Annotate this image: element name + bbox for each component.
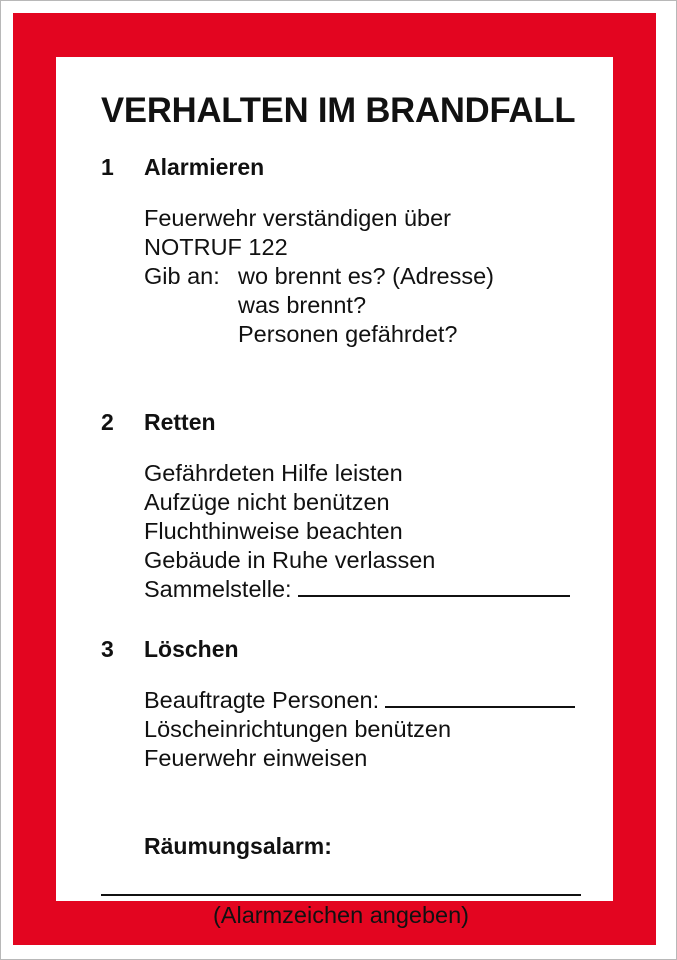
responsible-persons-label: Beauftragte Personen: bbox=[144, 687, 380, 713]
section-1-detail-item-3: Personen gefährdet? bbox=[238, 321, 458, 347]
poster-content bbox=[101, 93, 591, 930]
section-2-line-4: Gebäude in Ruhe verlassen bbox=[144, 547, 436, 573]
section-1-detail-items bbox=[238, 262, 494, 349]
section-2-line-3: Fluchthinweise beachten bbox=[144, 518, 403, 544]
section-1-body bbox=[144, 204, 591, 349]
section-raeumungsalarm bbox=[101, 831, 591, 930]
section-2-title: Retten bbox=[144, 409, 216, 435]
section-1-detail-row bbox=[144, 262, 591, 349]
spacer bbox=[101, 604, 591, 634]
section-3-line-1: Löscheinrichtungen benützen bbox=[144, 716, 452, 742]
section-retten bbox=[101, 407, 591, 604]
section-2-header bbox=[101, 407, 591, 437]
section-3-title: Löschen bbox=[144, 636, 239, 662]
section-2-line-2: Aufzüge nicht benützen bbox=[144, 489, 390, 515]
white-content-panel bbox=[56, 57, 613, 928]
evacuation-alarm-heading: Räumungsalarm: bbox=[144, 833, 332, 859]
spacer bbox=[101, 349, 591, 407]
section-1-line-2: NOTRUF 122 bbox=[144, 234, 288, 260]
section-1-detail-label: Gib an: bbox=[144, 263, 220, 289]
spacer bbox=[101, 182, 591, 204]
section-3-number: 3 bbox=[101, 636, 114, 662]
responsible-persons-input[interactable] bbox=[385, 689, 575, 708]
assembly-point-label: Sammelstelle: bbox=[144, 576, 292, 602]
section-1-detail-item-2: was brennt? bbox=[238, 292, 367, 318]
spacer bbox=[101, 437, 591, 459]
assembly-point-input[interactable] bbox=[298, 578, 570, 597]
assembly-point-row bbox=[144, 575, 591, 604]
responsible-persons-row bbox=[144, 686, 591, 715]
page-title: VERHALTEN IM BRANDFALL bbox=[101, 91, 576, 130]
section-1-header bbox=[101, 152, 591, 182]
section-1-detail-item-1: wo brennt es? (Adresse) bbox=[238, 263, 495, 289]
spacer bbox=[101, 773, 591, 831]
spacer bbox=[101, 664, 591, 686]
section-2-number: 2 bbox=[101, 409, 114, 435]
section-3-header bbox=[101, 634, 591, 664]
evacuation-alarm-caption: (Alarmzeichen angeben) bbox=[212, 902, 470, 928]
section-3-body bbox=[144, 686, 591, 773]
section-2-line-1: Gefährdeten Hilfe leisten bbox=[144, 460, 403, 486]
section-loeschen bbox=[101, 634, 591, 773]
section-1-title: Alarmieren bbox=[144, 154, 265, 180]
section-2-body bbox=[144, 459, 591, 604]
section-alarmieren bbox=[101, 152, 591, 349]
evacuation-alarm-input[interactable] bbox=[101, 894, 581, 896]
section-1-number: 1 bbox=[101, 154, 114, 180]
section-1-line-1: Feuerwehr verständigen über bbox=[144, 205, 451, 231]
section-3-line-2: Feuerwehr einweisen bbox=[144, 745, 368, 771]
